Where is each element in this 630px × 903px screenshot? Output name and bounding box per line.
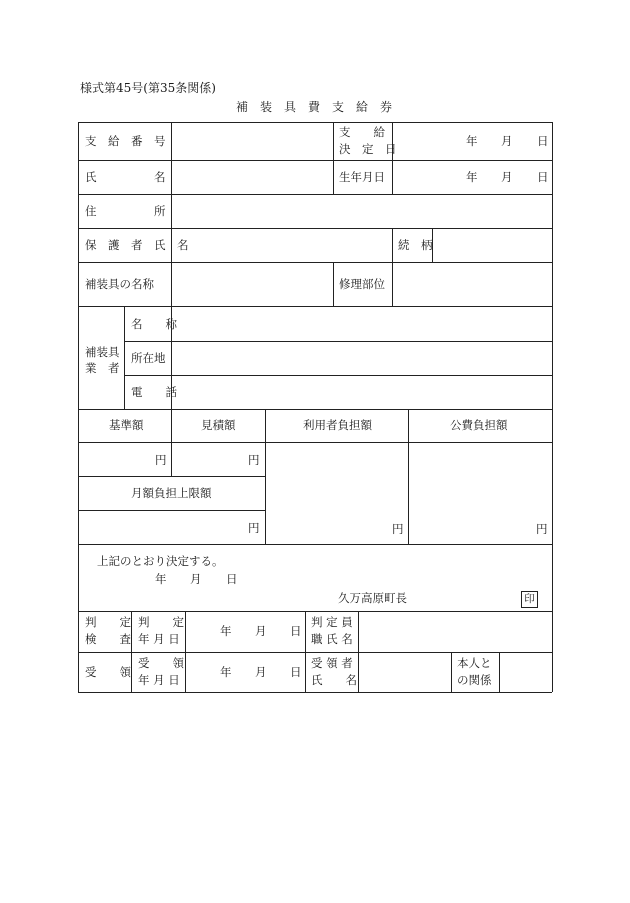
month-label: 月 (255, 624, 267, 638)
zokugara-field[interactable] (433, 229, 551, 261)
kijungaku-field[interactable] (79, 443, 170, 475)
month-label: 月 (190, 572, 202, 586)
day-label: 日 (537, 134, 549, 148)
year-label: 年 (466, 134, 478, 148)
signer-name: 久万高原町長 (338, 591, 407, 605)
label-jusho: 住 所 (85, 204, 166, 218)
year-label: 年 (466, 170, 478, 184)
label-kouhi-futan: 公費負担額 (450, 418, 508, 432)
day-label: 日 (290, 665, 302, 679)
juryousha-field[interactable] (359, 653, 450, 691)
hanteiin-field[interactable] (359, 612, 551, 651)
yen-label: 円 (392, 522, 404, 536)
month-label: 月 (501, 170, 513, 184)
label-juryousha-2: 氏 名 (311, 673, 357, 687)
label-riyousha-futan: 利用者負担額 (303, 418, 372, 432)
label-juryou-nengappi-2: 年 月 日 (138, 673, 180, 687)
label-hosougu-meisho: 補装具の名称 (85, 277, 154, 291)
shimei-field[interactable] (172, 161, 332, 193)
label-kankei-2: の関係 (457, 673, 492, 687)
riyousha-futan-field[interactable] (266, 443, 407, 543)
label-shikyu-bango: 支 給 番 号 (85, 134, 166, 148)
decision-text: 上記のとおり決定する。 (97, 554, 224, 568)
yen-label: 円 (536, 522, 548, 536)
label-shikyu-kettei-2: 決 定 日 (339, 142, 397, 156)
gyousha-denwa-field[interactable] (172, 376, 551, 408)
form-title: 補 装 具 費 支 給 券 (236, 100, 393, 114)
year-label: 年 (220, 624, 232, 638)
hosougu-meisho-field[interactable] (172, 263, 332, 305)
jusho-field[interactable] (172, 195, 551, 227)
gyousha-shozaichi-field[interactable] (172, 342, 551, 374)
form-number: 様式第45号(第35条関係) (80, 81, 216, 95)
kankei-field[interactable] (500, 653, 551, 691)
label-shuri-bui: 修理部位 (339, 277, 385, 291)
year-label: 年 (220, 665, 232, 679)
yen-label: 円 (155, 453, 167, 467)
shuri-bui-field[interactable] (393, 263, 551, 305)
label-hantei-kensa-2: 検 査 (85, 632, 131, 646)
year-label: 年 (155, 572, 167, 586)
day-label: 日 (226, 572, 238, 586)
label-getsugaku-jougen: 月額負担上限額 (131, 486, 212, 500)
label-meisho: 名 称 (131, 317, 177, 331)
label-hanteiin-1: 判 定 員 (311, 615, 353, 629)
label-kijungaku: 基準額 (109, 418, 144, 432)
label-zokugara: 続 柄 (398, 238, 433, 252)
shikyu-bango-field[interactable] (172, 123, 332, 159)
label-seinengappi: 生年月日 (339, 170, 385, 184)
mitsumorigaku-field[interactable] (172, 443, 264, 475)
label-gyousha-1: 補装具 (85, 345, 120, 359)
yen-label: 円 (248, 453, 260, 467)
label-hantei-nengappi-2: 年 月 日 (138, 632, 180, 646)
label-hanteiin-2: 職 氏 名 (311, 632, 353, 646)
month-label: 月 (501, 134, 513, 148)
label-juryou-nengappi-1: 受 領 (138, 656, 184, 670)
label-denwa: 電 話 (131, 385, 177, 399)
kouhi-futan-field[interactable] (409, 443, 551, 543)
label-hogosha-shimei: 保 護 者 氏 名 (85, 238, 189, 252)
label-kankei-1: 本人と (457, 656, 492, 670)
label-gyousha-2: 業 者 (85, 361, 120, 375)
label-juryousha-1: 受 領 者 (311, 656, 353, 670)
label-juryou: 受 領 (85, 665, 131, 679)
label-hantei-kensa-1: 判 定 (85, 615, 131, 629)
yen-label: 円 (248, 521, 260, 535)
label-shozaichi: 所在地 (131, 351, 166, 365)
hogosha-shimei-field[interactable] (172, 229, 391, 261)
month-label: 月 (255, 665, 267, 679)
gyousha-meisho-field[interactable] (172, 307, 551, 340)
day-label: 日 (537, 170, 549, 184)
label-shimei: 氏 名 (85, 170, 166, 184)
getsugaku-jougen-field[interactable] (79, 511, 264, 543)
day-label: 日 (290, 624, 302, 638)
label-shikyu-kettei-1: 支 給 (339, 125, 385, 139)
label-hantei-nengappi-1: 判 定 (138, 615, 184, 629)
seal-mark: 印 (521, 591, 538, 608)
label-mitsumorigaku: 見積額 (201, 418, 236, 432)
